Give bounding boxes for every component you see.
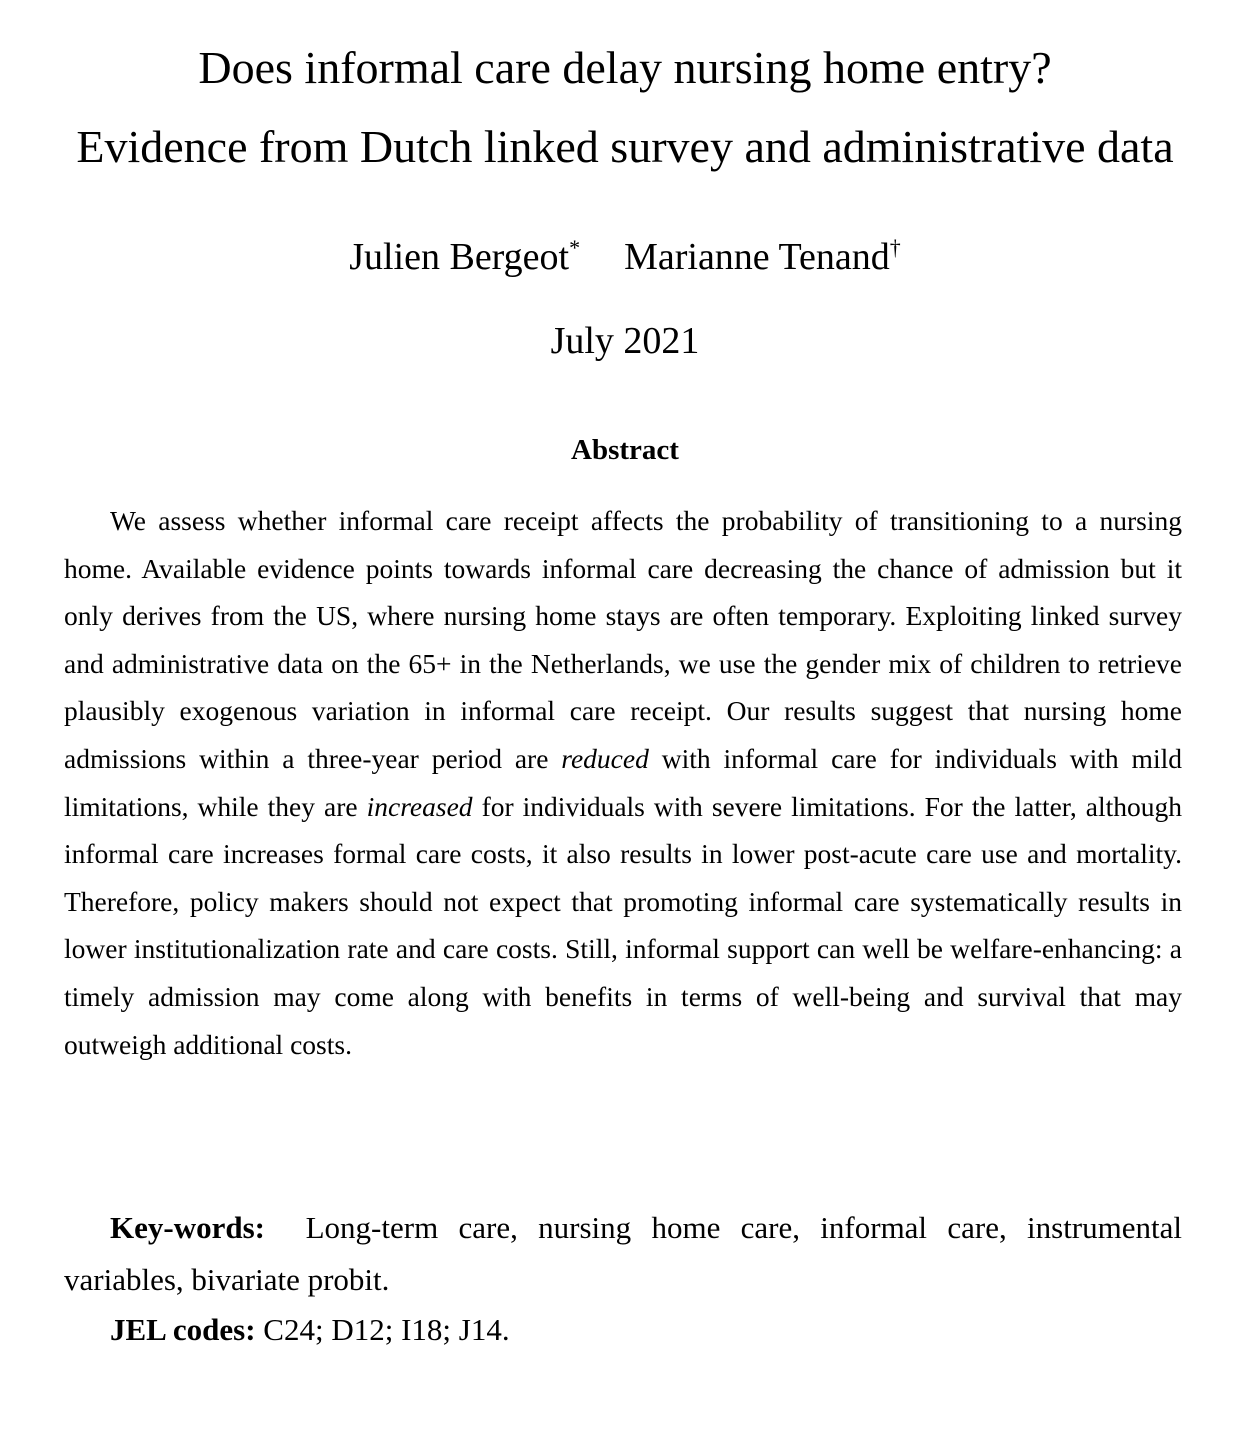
keywords-label: Key-words: (110, 1210, 265, 1245)
author-2 (624, 235, 901, 278)
keywords (64, 1202, 1182, 1306)
author-list (0, 235, 1250, 278)
jel-codes-text: C24; D12; I18; J14. (263, 1312, 510, 1347)
abstract-text-part-2: with informal care for individuals with mild limitations, while they are (64, 742, 1182, 822)
author-1 (349, 235, 581, 278)
jel-codes-label: JEL codes: (110, 1312, 256, 1347)
author-2-name: Marianne Tenand (624, 236, 890, 278)
paper-title-line-1: Does informal care delay nursing home entry? (198, 42, 1052, 93)
abstract-heading: Abstract (571, 434, 679, 466)
abstract-emphasis-increased: increased (366, 790, 473, 822)
abstract-emphasis-reduced: reduced (561, 742, 649, 774)
paper-title-line-2: Evidence from Dutch linked survey and administrative data (76, 121, 1174, 172)
abstract-text (64, 497, 1182, 1068)
abstract-text-part-1: We assess whether informal care receipt affects the probability of transitioning to a nursing home. Available evidence points towards informal care decreasing the chance of admission but it only derives from the US, where nursing home stays are often temporary. Exploiting linked survey and administrative data on the 65+ in the Netherlands, we use the gender mix of children to retrieve plausibly exogenous variation in informal care receipt. Our results suggest that nursing home admissions within a three-year period are (64, 505, 1182, 774)
jel-codes (64, 1304, 1182, 1356)
keywords-text: Long-term care, nursing home care, informal care, instrumental variables, bivariate probit. (64, 1210, 1182, 1297)
author-2-footnote-mark: † (889, 235, 901, 260)
abstract-text-part-3: for individuals with severe limitations. For the latter, although informal care increases formal care costs, it also results in lower post-acute care use and mortality. Therefore, policy makers should not expect that promoting informal care systematically results in lower institutionalization rate and care costs. Still, informal support can well be welfare-enhancing: a timely admission may come along with benefits in terms of well-being and survival that may outweigh additional costs. (64, 790, 1183, 1060)
publication-date: July 2021 (550, 320, 700, 362)
author-1-footnote-mark: * (569, 235, 581, 260)
author-1-name: Julien Bergeot (349, 236, 570, 278)
